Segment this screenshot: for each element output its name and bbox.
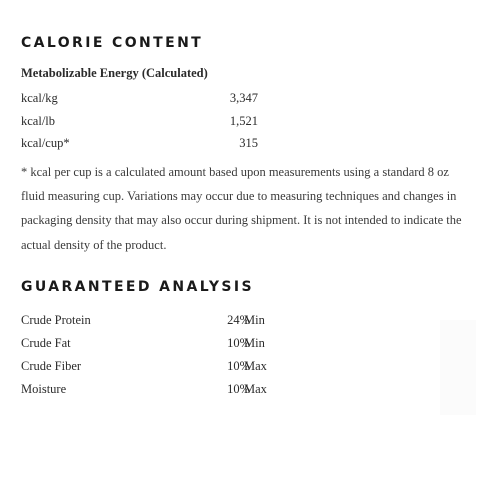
energy-value: 315: [239, 136, 258, 150]
nutrient-qualifier: Min: [244, 313, 265, 327]
energy-row-kcal-lb: [21, 114, 258, 132]
analysis-row-crude-fiber: [21, 359, 281, 377]
guaranteed-analysis-heading: GUARANTEED ANALYSIS: [21, 279, 255, 295]
kcal-per-cup-footnote: * kcal per cup is a calculated amount based upon measurements using a standard 8 oz fluid measuring cup. Variations may occur due to measuring techniques and changes in packaging density that may also occur during shipment. It is not intended to indicate the actual density of the product.: [21, 165, 462, 252]
analysis-row-moisture: [21, 382, 281, 400]
energy-row-kcal-kg: [21, 91, 258, 109]
nutrient-qualifier: Max: [244, 382, 267, 396]
energy-value: 3,347: [229, 91, 258, 105]
energy-unit-label: kcal/kg: [21, 91, 58, 105]
nutrient-qualifier: Min: [244, 336, 265, 350]
nutrient-percent: 10%: [227, 359, 250, 373]
nutrient-qualifier: Max: [244, 359, 267, 373]
calorie-content-heading: CALORIE CONTENT: [21, 35, 204, 51]
nutrient-name: Crude Protein: [21, 313, 91, 327]
nutrient-name: Crude Fiber: [21, 359, 82, 373]
analysis-row-crude-protein: [21, 313, 281, 331]
nutrient-percent: 10%: [227, 336, 250, 350]
metabolizable-energy-subheading: Metabolizable Energy (Calculated): [21, 66, 208, 80]
background-panel: [440, 320, 476, 415]
nutrient-name: Moisture: [21, 382, 67, 396]
analysis-row-crude-fat: [21, 336, 281, 354]
energy-unit-label: kcal/cup*: [21, 136, 70, 150]
energy-value: 1,521: [229, 114, 258, 128]
nutrient-name: Crude Fat: [21, 336, 71, 350]
energy-unit-label: kcal/lb: [21, 114, 56, 128]
nutrient-percent: 10%: [227, 382, 250, 396]
nutrient-percent: 24%: [227, 313, 250, 327]
energy-row-kcal-cup: [21, 136, 258, 154]
